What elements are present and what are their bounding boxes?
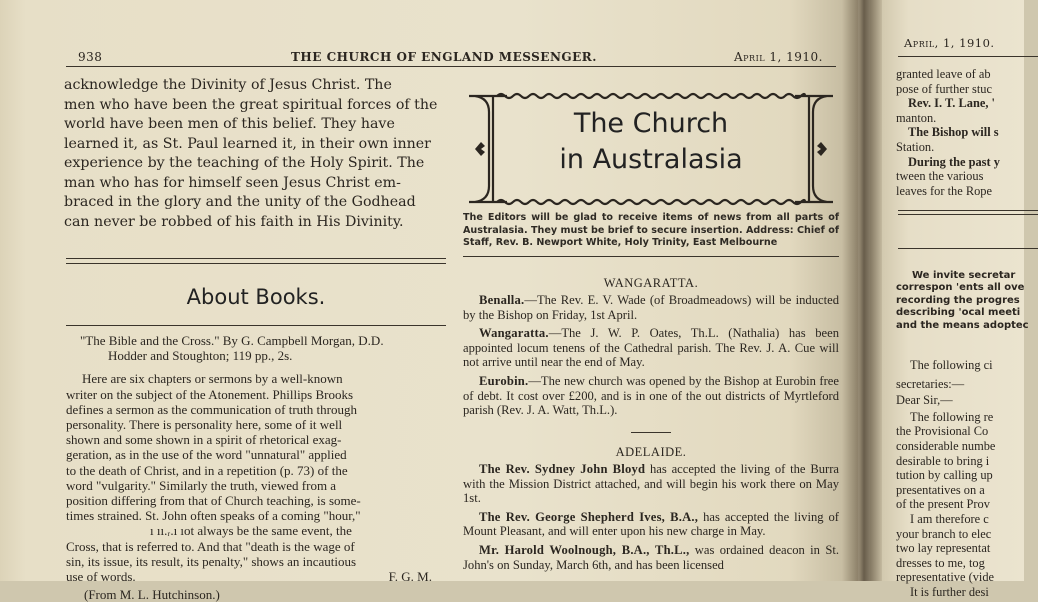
- text-line: The Bishop will s: [908, 125, 999, 140]
- review-line: to the death of Christ, and in a repetition (p. 73) of the: [66, 462, 348, 478]
- text-line: tween the various: [896, 169, 984, 184]
- news-item: [463, 374, 839, 418]
- text-line: representative (vide: [896, 570, 995, 585]
- text-line: presentatives on a: [896, 482, 985, 497]
- text-line: I am therefore c: [910, 511, 989, 526]
- text-line: Station.: [896, 139, 935, 154]
- review-closing: [66, 569, 444, 584]
- wangaratta-news: [463, 293, 839, 422]
- divinity-paragraph: [64, 76, 444, 232]
- review-line: sin, its issue, its result, its penalty," shows an incautious: [66, 553, 357, 569]
- text-line: describing 'ocal meeti: [896, 307, 1021, 319]
- text-line: tution by calling up: [896, 468, 993, 483]
- text-line: The following ci: [910, 358, 993, 372]
- review-source: (From M. L. Hutchinson.): [84, 587, 220, 602]
- news-item: [463, 543, 839, 572]
- review-line: ı ıı.ᵣ.ı ıot always be the same event, the: [150, 523, 352, 539]
- news-lead: Eurobin.: [479, 373, 529, 388]
- heading-rule: [66, 325, 446, 326]
- text-line: granted leave of ab: [896, 67, 991, 81]
- news-item: [463, 293, 839, 322]
- text-line: manton.: [896, 110, 937, 125]
- banner-title-line: The Church: [573, 108, 729, 139]
- page-number: 938: [78, 50, 103, 64]
- news-text: has accepted the living of the Burra with the Mission District attached, and will begin his work there on May 1st.: [463, 462, 839, 506]
- book-review: [66, 333, 444, 602]
- adelaide-news: [463, 462, 839, 576]
- text-line: correspon 'ents all ove: [896, 282, 1025, 294]
- right-page-top-text: [896, 67, 1036, 198]
- editors-rule: [463, 256, 839, 257]
- reviewer-signature: F. G. M.: [388, 569, 432, 585]
- right-header-rule: [898, 56, 1038, 57]
- text-line: secretaries:—: [896, 376, 965, 391]
- news-text: —The J. W. P. Oates, Th.L. (Nathalia) has been appointed locum tenens of the Cathedral parish. The Rev. J. A. Cue will not arrive until near the end of May.: [463, 326, 839, 370]
- citation-line: [66, 333, 444, 363]
- text-line: desirable to bring i: [896, 453, 990, 468]
- text-line: dresses to me, tog: [896, 555, 985, 570]
- header-rule: [66, 66, 836, 67]
- citation-publisher: Hodder and Stoughton; 119 pp., 2s.: [108, 348, 293, 364]
- news-text: was ordained deacon in St. John's on Sunday, March 6th, and has been licensed: [463, 542, 839, 572]
- text-line: It is further desi: [910, 584, 989, 599]
- news-item: [463, 326, 839, 370]
- text-line: learned it, as St. Paul learned it, in their own inner: [64, 135, 431, 152]
- news-lead: The Rev. Sydney John Bloyd: [479, 462, 646, 476]
- text-line: men who have been the great spiritual forces of the: [64, 96, 438, 113]
- review-line: Here are six chapters or sermons by a well-known: [82, 371, 343, 387]
- news-text: —The new church was opened by the Bishop at Eurobin free of debt. It cost over £200, and is in one of the out districts of Myrtleford parish (Rev. J. A. Watt, Th.L.).: [463, 373, 839, 418]
- text-line: world have been men of this belief. They have: [64, 116, 395, 132]
- right-section-rule: [898, 210, 1038, 215]
- right-thin-rule: [898, 248, 1038, 249]
- text-line: the Provisional Co: [896, 424, 989, 439]
- news-item: [463, 462, 839, 506]
- section-banner: [463, 90, 839, 208]
- text-line: Rev. I. T. Lane, ': [908, 96, 995, 111]
- review-line: shown and some shown in a spirit of rhetorical exag-: [66, 432, 342, 448]
- text-line: experience by the teaching of the Holy Spirit. The: [64, 155, 425, 171]
- adelaide-heading: ADELAIDE.: [615, 445, 687, 459]
- wangaratta-heading: WANGARATTA.: [603, 276, 699, 290]
- text-line: leaves for the Rope: [896, 183, 992, 198]
- section-divider: [66, 258, 446, 264]
- news-text: has accepted the living of Mount Pleasant, and will enter upon his new charge in May.: [463, 509, 839, 539]
- news-lead: Benalla.: [479, 293, 525, 307]
- text-line: acknowledge the Divinity of Jesus Christ. The: [64, 77, 392, 93]
- text-line: Dear Sir,—: [896, 393, 953, 408]
- text-line: your branch to elec: [896, 526, 992, 541]
- review-line: defines a sermon as the communication of truth through: [66, 401, 357, 417]
- issue-date: April 1, 1910.: [734, 50, 823, 64]
- text-line: man who has for himself seen Jesus Christ em-: [64, 174, 401, 191]
- banner-title: [503, 106, 799, 178]
- news-lead: Mr. Harold Woolnough, B.A., Th.L.,: [479, 542, 690, 557]
- running-head: [66, 44, 836, 66]
- editors-note: The Editors will be glad to receive items of news from all parts of Australasia. They must be brief to secure insertion. Address: Chief of Staff, Rev. B. Newport White, Holy Trinity, East Melbourne: [463, 212, 839, 249]
- text-line: considerable numbe: [896, 438, 996, 453]
- news-item: [463, 510, 839, 539]
- right-page-invite-text: [896, 270, 1036, 332]
- about-books-heading: About Books.: [186, 285, 326, 309]
- review-line: writer on the subject of the Atonement. Phillips Brooks: [66, 386, 354, 402]
- section-short-rule: [631, 432, 671, 433]
- news-lead: The Rev. George Shepherd Ives, B.A.,: [479, 509, 699, 524]
- text-line: and the means adoptec: [896, 319, 1029, 331]
- review-line: personality. There is personality here, some of it well: [66, 417, 343, 433]
- review-line: geration, as in the use of the word "unnatural" applied: [66, 447, 347, 463]
- text-line: During the past y: [908, 154, 1000, 169]
- review-line: use of words.: [66, 569, 136, 585]
- news-lead: Wangaratta.: [479, 326, 549, 341]
- review-line: times strained. St. John often speaks of a coming "hour,": [66, 508, 361, 524]
- text-line: braced in the glory and the unity of the Godhead: [64, 194, 416, 210]
- banner-title-line: in Australasia: [559, 144, 743, 175]
- publication-title: THE CHURCH OF ENGLAND MESSENGER.: [291, 50, 597, 64]
- news-text: —The Rev. E. V. Wade (of Broadmeadows) will be inducted by the Bishop on Friday, 1st April.: [463, 293, 839, 322]
- review-line: position differing from that of Church teaching, is some-: [66, 493, 361, 509]
- text-line: We invite secretar: [912, 270, 1016, 281]
- citation-title: "The Bible and the Cross." By G. Campbell Morgan, D.D.: [80, 333, 384, 348]
- text-line: can never be robbed of his faith in His Divinity.: [64, 213, 404, 230]
- book-gutter-shadow: [842, 0, 882, 581]
- review-line: word "vulgarity." Similarly the truth, viewed from a: [66, 477, 337, 493]
- right-page-bottom-text: [896, 358, 1036, 600]
- text-line: two lay representat: [896, 541, 991, 556]
- right-page-date: April, 1, 1910.: [904, 36, 995, 50]
- text-line: recording the progres: [896, 294, 1020, 306]
- text-line: pose of further stuc: [896, 81, 992, 96]
- right-page: [870, 0, 1029, 599]
- review-line: Cross, that is referred to. And that "death is the wage of: [66, 538, 355, 554]
- text-line: The following re: [910, 409, 994, 424]
- text-line: of the present Prov: [896, 497, 990, 512]
